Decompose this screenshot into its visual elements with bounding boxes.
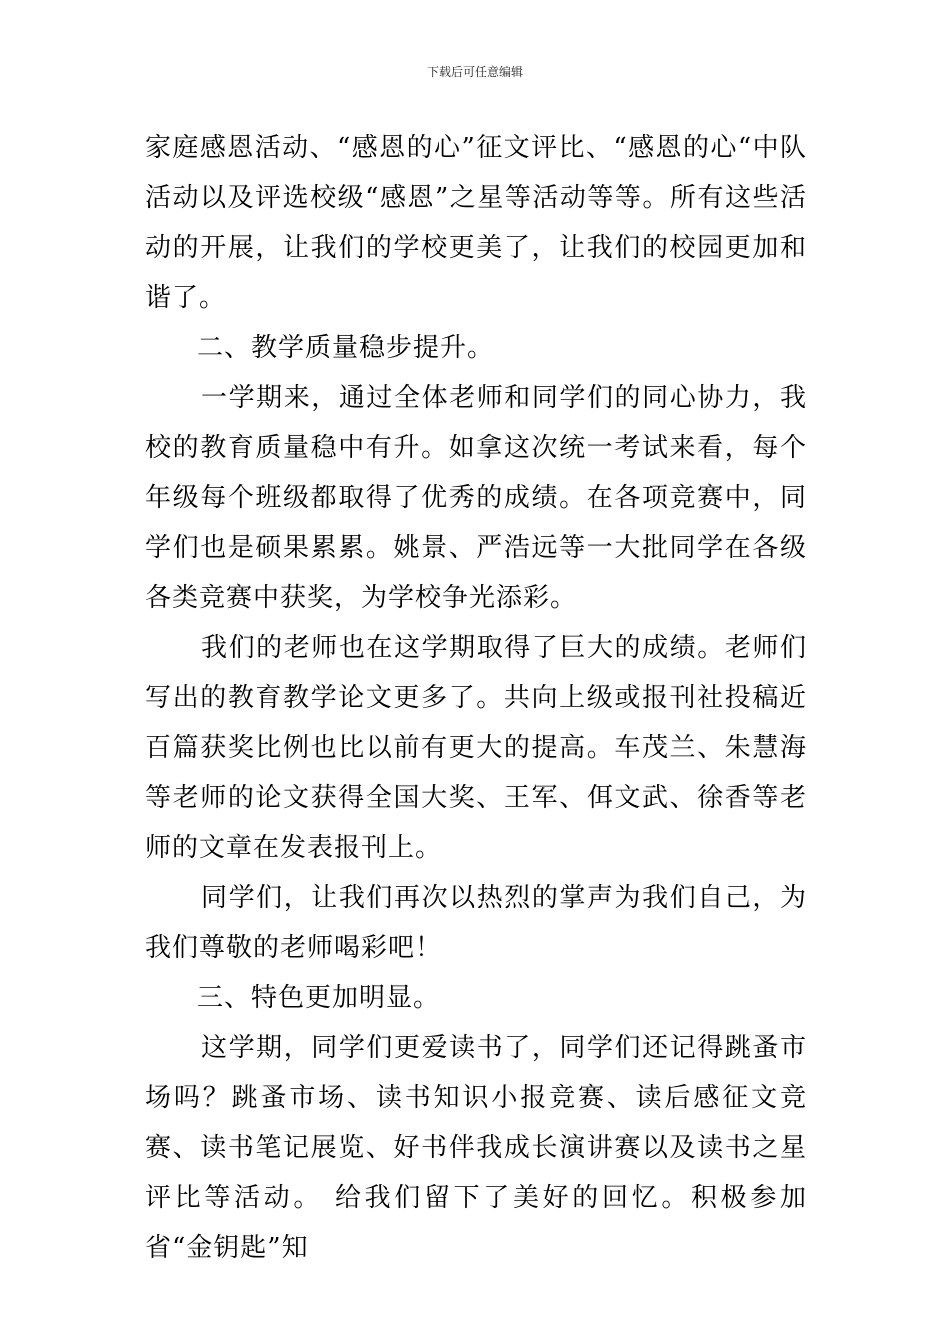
paragraph-reading-activities: 这学期，同学们更爱读书了，同学们还记得跳蚤市场吗？跳蚤市场、读书知识小报竞赛、读后感征文竞赛、读书笔记展览、好书伴我成长演讲赛以及读书之星评比等活动。 给我们留下了美好的回忆。积极参加省“金钥匙”知 — [145, 1033, 807, 1263]
paragraph-applause: 同学们，让我们再次以热烈的掌声为我们自己，为我们尊敬的老师喝彩吧！ — [145, 883, 807, 963]
section-heading-features: 三、特色更加明显。 — [197, 983, 441, 1013]
page-header: 下载后可任意编辑 — [426, 65, 523, 79]
paragraph-teaching-quality: 一学期来，通过全体老师和同学们的同心协力，我校的教育质量稳中有升。如拿这次统一考试来看，每个年级每个班级都取得了优秀的成绩。在各项竞赛中，同学们也是硕果累累。姚景、严浩远等一大批同学在各级各类竞赛中获奖，为学校争光添彩。 — [145, 383, 807, 613]
paragraph-continuation: 家庭感恩活动、“感恩的心”征文评比、“感恩的心“中队活动以及评选校级“感恩”之星等活动等等。所有这些活动的开展，让我们的学校更美了，让我们的校园更加和谐了。 — [145, 133, 807, 313]
paragraph-teacher-achievements: 我们的老师也在这学期取得了巨大的成绩。老师们写出的教育教学论文更多了。共向上级或报刊社投稿近百篇获奖比例也比以前有更大的提高。车茂兰、朱慧海等老师的论文获得全国大奖、王军、佴文武、徐香等老师的文章在发表报刊上。 — [145, 633, 807, 863]
document-body — [145, 123, 807, 1273]
section-heading-teaching-quality: 二、教学质量稳步提升。 — [197, 333, 495, 363]
